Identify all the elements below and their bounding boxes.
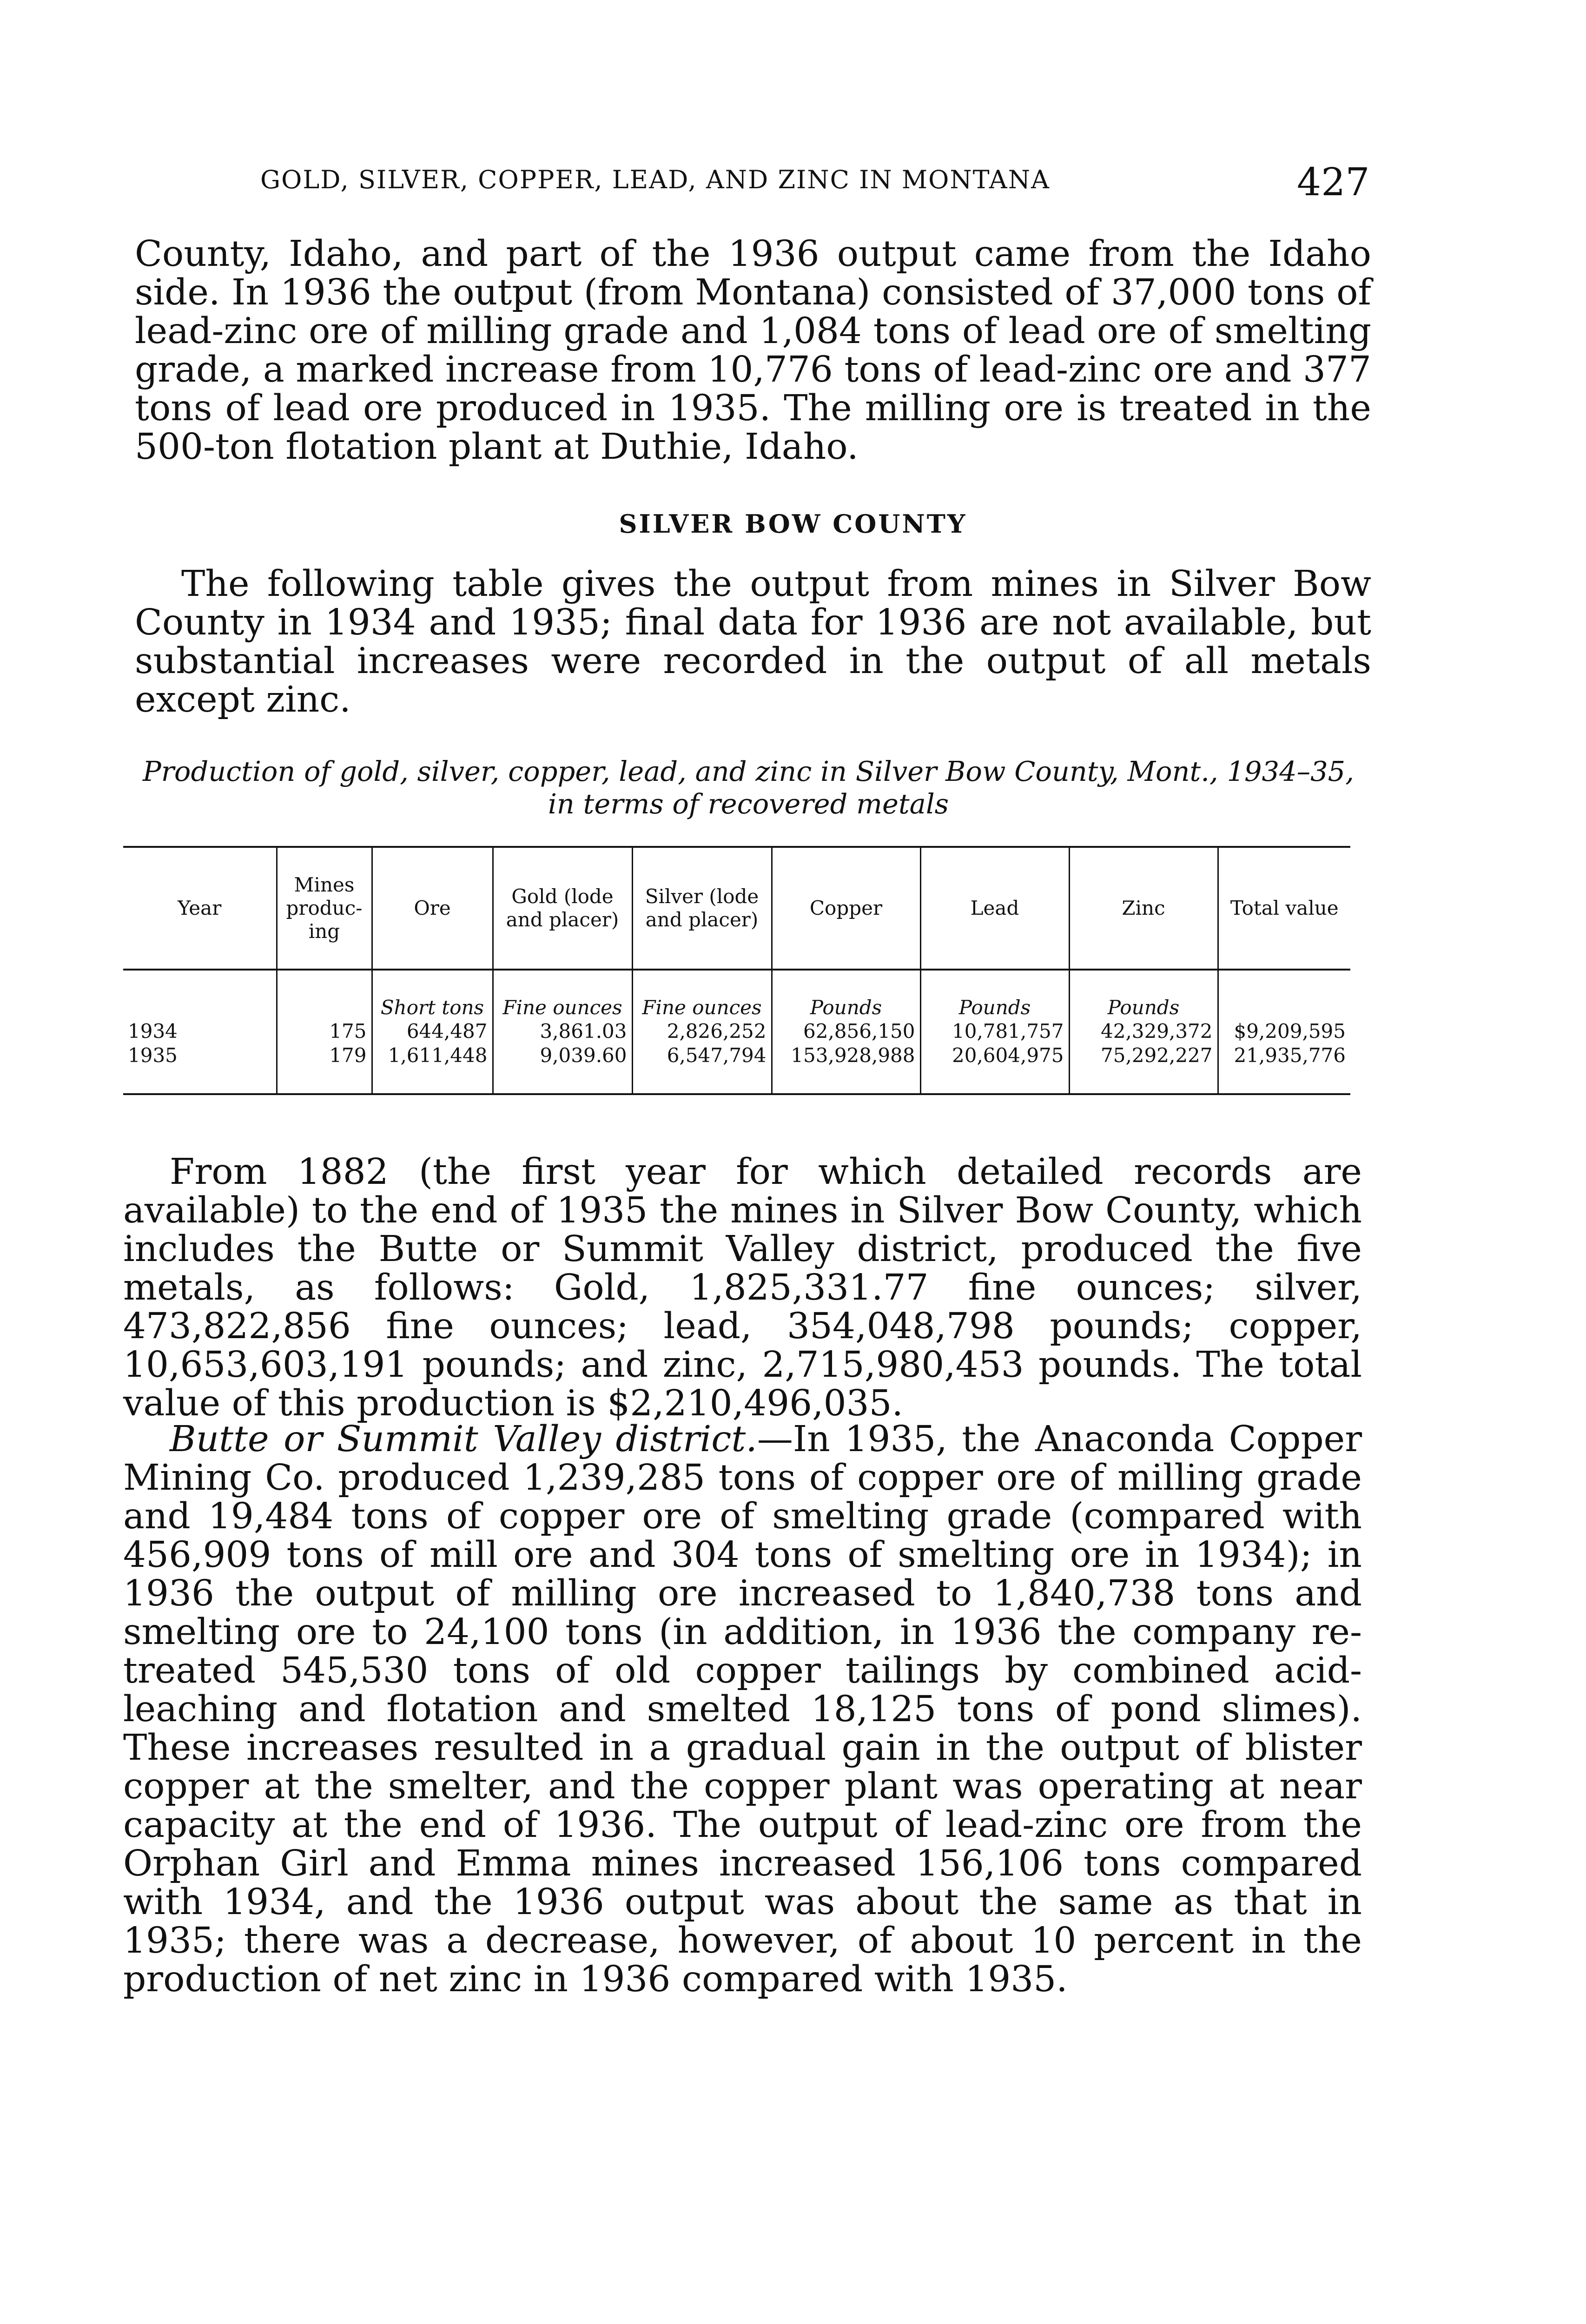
column-header-copper: Copper [772,847,920,970]
cell-year: 1935 [123,1043,277,1094]
paragraph-butte-district [123,1420,1362,1999]
table-header-row [123,847,1350,970]
district-run-in-heading: Butte or Summit Valley district. [170,1419,757,1460]
unit-cell [277,970,372,1019]
cell-copper: 62,856,150 [772,1019,920,1043]
column-header-lead: Lead [920,847,1069,970]
column-header-year: Year [123,847,277,970]
cell-year: 1934 [128,1020,178,1043]
cell-lead: 20,604,975 [920,1043,1069,1094]
unit-cell [123,970,277,1019]
cell-total-value: 21,935,776 [1218,1043,1350,1094]
cell-mines: 179 [277,1043,372,1094]
unit-cell: Short tons [372,970,493,1019]
cell-copper: 153,928,988 [772,1043,920,1094]
cell-ore: 1,611,448 [372,1043,493,1094]
column-header-gold: Gold (lode and placer) [493,847,632,970]
cell-gold: 3,861.03 [493,1019,632,1043]
district-paragraph-text: —In 1935, the Anaconda Copper Mining Co. produced 1,239,285 tons of copper ore of milling grade and 19,484 tons of copper ore of smelting grade (compared with 456,909 tons of mill ore and 304 tons of smelting ore in 1934); in 1936 the output of milling ore increased to 1,840,738 tons and smelting ore to 24,100 tons (in addition, in 1936 the company re-treated 545,530 tons of old copper tailings by combined acid-leaching and flotation and smelted 18,125 tons of pond slimes). These increases resulted in a gradual gain in the output of blister copper at the smelter, and the copper plant was operating at near capacity at the end of 1936. The output of lead-zinc ore from the Orphan Girl and Emma mines increased 156,106 tons compared with 1934, and the 1936 output was about the same as that in 1935; there was a decrease, however, of about 10 percent in the production of net zinc in 1936 compared with 1935. [123,1419,1362,2000]
unit-cell: Pounds [920,970,1069,1019]
column-header-ore: Ore [372,847,493,970]
column-header-total-value: Total value [1218,847,1350,970]
cell-gold: 9,039.60 [493,1043,632,1094]
unit-cell: Fine ounces [632,970,772,1019]
column-header-mines: Mines produc-ing [277,847,372,970]
column-header-silver: Silver (lode and placer) [632,847,772,970]
table-units-row [123,970,1350,1019]
cell-zinc: 75,292,227 [1069,1043,1218,1094]
table-row [123,1043,1350,1094]
production-table [123,846,1350,1095]
cell-silver: 2,826,252 [632,1019,772,1043]
unit-cell: Fine ounces [493,970,632,1019]
cell-ore: 644,487 [372,1019,493,1043]
section-heading: SILVER BOW COUNTY [619,509,967,539]
cell-total-value: $9,209,595 [1218,1019,1350,1043]
running-head: GOLD, SILVER, COPPER, LEAD, AND ZINC IN MONTANA [260,165,1050,194]
paragraph-idaho-output: County, Idaho, and part of the 1936 output came from the Idaho side. In 1936 the output (from Montana) consisted of 37,000 tons of lead-zinc ore of milling grade and 1,084 tons of lead ore of smelting grade, a marked increase from 10,776 tons of lead-zinc ore and 377 tons of lead ore produced in 1935. The milling ore is treated in the 500-ton flotation plant at Duthie, Idaho. [135,233,1371,468]
cell-mines: 175 [277,1019,372,1043]
unit-cell [1218,970,1350,1019]
page-number: 427 [1297,160,1370,205]
paragraph-table-intro: The following table gives the output from mines in Silver Bow County in 1934 and 1935; final data for 1936 are not available, but substantial increases were recorded in the output of all metals except zinc. [135,563,1371,720]
unit-cell: Pounds [772,970,920,1019]
table-caption: Production of gold, silver, copper, lead, and zinc in Silver Bow County, Mont., 1934–35, in terms of recovered metals [143,755,1354,820]
unit-cell: Pounds [1069,970,1218,1019]
cell-lead: 10,781,757 [920,1019,1069,1043]
cell-zinc: 42,329,372 [1069,1019,1218,1043]
table-row [123,1019,1350,1043]
column-header-zinc: Zinc [1069,847,1218,970]
cell-silver: 6,547,794 [632,1043,772,1094]
paragraph-cumulative-production: From 1882 (the first year for which detailed records are available) to the end of 1935 the mines in Silver Bow County, which includes the Butte or Summit Valley district, produced the five metals, as follows: Gold, 1,825,331.77 fine ounces; silver, 473,822,856 fine ounces; lead, 354,048,798 pounds; copper, 10,653,603,191 pounds; and zinc, 2,715,980,453 pounds. The total value of this production is $2,210,496,035. [123,1151,1362,1424]
